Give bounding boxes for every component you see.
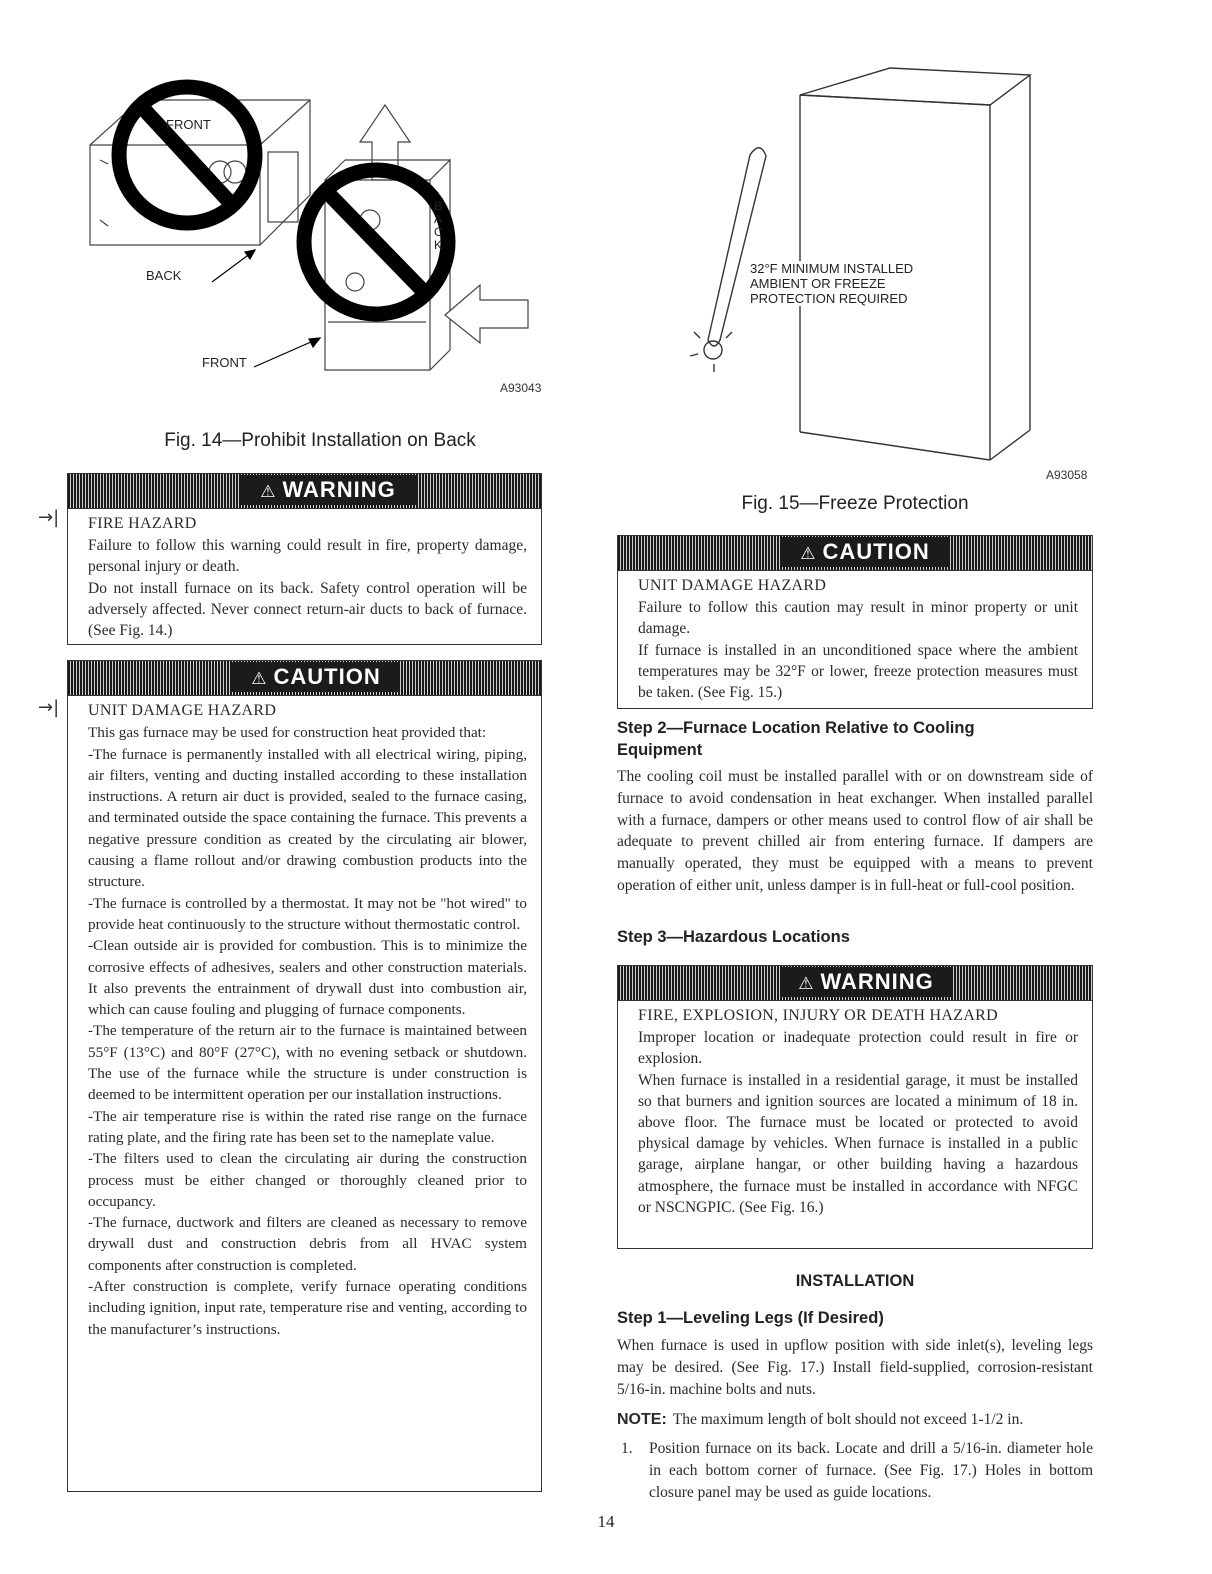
caution-body bbox=[618, 571, 1092, 709]
arrow-marker-fire-hazard: →| bbox=[38, 507, 60, 528]
warning-text-2: Do not install furnace on its back. Safety control operation will be adversely affected. Never connect return-air ducts to back of furnace. (See Fig. 14.) bbox=[88, 579, 527, 640]
caution-box-construction-heat bbox=[67, 660, 542, 1492]
caution-plate bbox=[232, 662, 400, 692]
fig14-label-back-side: B A C K bbox=[434, 199, 443, 252]
hazard-title: UNIT DAMAGE HAZARD bbox=[88, 702, 277, 719]
caution-banner bbox=[68, 661, 541, 696]
step2-heading: Step 2—Furnace Location Relative to Cooling Equipment bbox=[617, 719, 975, 759]
list-item-1-number: 1. bbox=[621, 1440, 633, 1457]
alert-triangle-icon: ⚠ bbox=[800, 544, 817, 563]
fig15-note-line1: 32°F MINIMUM INSTALLED bbox=[750, 261, 914, 276]
fig14-label-back-pointer: BACK bbox=[146, 268, 182, 283]
caution-banner bbox=[618, 536, 1092, 571]
note-paragraph bbox=[617, 1409, 1093, 1431]
step1-heading: Step 1—Leveling Legs (If Desired) bbox=[617, 1309, 884, 1327]
caution-text-8: -The furnace, ductwork and filters are cleaned as necessary to remove drywall dust and construction debris from all HVAC system components after construction is completed. bbox=[88, 1214, 527, 1274]
fig14-caption: Fig. 14—Prohibit Installation on Back bbox=[164, 430, 476, 451]
caution-text-2: -The furnace is permanently installed with all electrical wiring, piping, air filters, venting and ducting installed according to these installation instructions. A return air duct is provided, sealed to the furnace casing, and terminated outside the space containing the furnace. This prevents a negative pressure condition as created by the circulating air blower, causing a flame rollout and/or drawing combustion products into the structure. bbox=[88, 745, 527, 891]
warning-plate bbox=[780, 967, 952, 997]
installation-title: INSTALLATION bbox=[795, 1272, 915, 1290]
warning-box-explosion bbox=[617, 965, 1093, 1249]
list-item-1 bbox=[617, 1438, 1093, 1503]
caution-text-3: -The furnace is controlled by a thermostat. It may not be "hot wired" to provide heat continuously to the structure without thermostatic control. bbox=[88, 894, 527, 933]
caution-plate bbox=[780, 537, 950, 567]
caution-text-4: -Clean outside air is provided for combustion. This is to minimize the corrosive effects of adhesives, sealers and other construction materials. It also prevents the entrainment of drywall dust into combustion air, which can cause fouling and plugging of furnace components. bbox=[88, 937, 527, 1019]
alert-triangle-icon: ⚠ bbox=[260, 482, 277, 501]
list-item-1-text: Position furnace on its back. Locate and drill a 5/16-in. diameter hole in each bottom corner of furnace. (See Fig. 17.) Holes in bottom closure panel may be used as guide locations. bbox=[649, 1440, 1093, 1501]
warning-banner-label: WARNING bbox=[820, 969, 934, 994]
warning-banner bbox=[68, 474, 541, 509]
fig15-caption: Fig. 15—Freeze Protection bbox=[741, 493, 969, 514]
hazard-title: FIRE, EXPLOSION, INJURY OR DEATH HAZARD bbox=[638, 1007, 999, 1024]
caution-text-2: If furnace is installed in an unconditioned space where the ambient temperatures may be 32°F or lower, freeze protection measures must be taken. (See Fig. 15.) bbox=[638, 641, 1078, 702]
warning-text-1: Failure to follow this warning could result in fire, property damage, personal injury or death. bbox=[88, 537, 527, 576]
caution-text-5: -The temperature of the return air to the furnace is maintained between 55°F (13°C) and 80°F (27°C), with no evening setback or shutdown. The use of the furnace while the structure is under construction is deemed to be intermittent operation per our installation instructions. bbox=[88, 1022, 527, 1104]
warning-body bbox=[68, 509, 541, 647]
hazard-title: FIRE HAZARD bbox=[88, 515, 197, 532]
fig14-drawing bbox=[80, 60, 560, 400]
caution-text-9: -After construction is complete, verify furnace operating conditions including ignition, input rate, temperature rise and venting, according to the manufacturer’s instructions. bbox=[88, 1278, 527, 1338]
caution-banner-label: CAUTION bbox=[822, 539, 930, 564]
fig15-id: A93058 bbox=[1046, 468, 1088, 482]
fig14-label-front-pointer: FRONT bbox=[202, 355, 247, 370]
warning-plate bbox=[240, 475, 416, 505]
caution-banner-label: CAUTION bbox=[273, 664, 381, 689]
step2-text: The cooling coil must be installed parallel with or on downstream side of furnace to avoid condensation in heat exchanger. When installed parallel with a furnace, dampers or other means used to control flow of air shall be adequate to prevent chilled air from entering furnace. If dampers are manually operated, they must be equipped with a means to prevent operation of either unit, unless damper is in full-heat or full-cool position. bbox=[617, 768, 1093, 894]
alert-triangle-icon: ⚠ bbox=[251, 669, 268, 688]
caution-text-1: Failure to follow this caution may result in minor property or unit damage. bbox=[638, 599, 1078, 638]
warning-banner-label: WARNING bbox=[282, 477, 396, 502]
fig14-figure bbox=[80, 60, 560, 400]
page-number: 14 bbox=[597, 1512, 615, 1531]
warning-body bbox=[618, 1001, 1092, 1224]
alert-triangle-icon: ⚠ bbox=[798, 974, 815, 993]
caution-text-7: -The filters used to clean the circulating air during the construction process must be either changed or thoroughly cleaned prior to occupancy. bbox=[88, 1150, 527, 1210]
warning-banner bbox=[618, 966, 1092, 1001]
note-label: NOTE: bbox=[617, 1411, 667, 1428]
step1-body bbox=[617, 1335, 1093, 1400]
step1-text: When furnace is used in upflow position with side inlet(s), leveling legs may be desired. (See Fig. 17.) Install field-supplied, corrosion-resistant 5/16-in. machine bolts and nuts. bbox=[617, 1337, 1093, 1398]
step2-body bbox=[617, 766, 1093, 897]
caution-body bbox=[68, 696, 541, 1346]
warning-text-2: When furnace is installed in a residential garage, it must be installed so that burners and ignition sources are located a minimum of 18 in. above floor. The furnace must be located or protected to avoid physical damage by vehicles. When furnace is installed in a public garage, airplane hangar, or other building having a hazardous atmosphere, the furnace must be installed in accordance with NFGC or NSCNGPIC. (See Fig. 16.) bbox=[638, 1071, 1078, 1216]
caution-text-1: This gas furnace may be used for construction heat provided that: bbox=[88, 724, 487, 742]
caution-box-freeze bbox=[617, 535, 1093, 709]
fig14-id: A93043 bbox=[500, 381, 542, 395]
fig15-figure bbox=[680, 60, 1100, 480]
arrow-marker-unit-damage: →| bbox=[38, 697, 60, 718]
warning-text-1: Improper location or inadequate protection could result in fire or explosion. bbox=[638, 1029, 1078, 1068]
warning-box-fire-hazard bbox=[67, 473, 542, 645]
fig15-note-line2: AMBIENT OR FREEZE bbox=[750, 276, 886, 291]
fig15-note bbox=[750, 261, 913, 306]
hazard-title: UNIT DAMAGE HAZARD bbox=[638, 577, 827, 594]
fig14-label-front-top: FRONT bbox=[166, 117, 211, 132]
note-text: The maximum length of bolt should not exceed 1-1/2 in. bbox=[672, 1411, 1024, 1428]
caution-text-6: -The air temperature rise is within the rated rise range on the furnace rating plate, and the firing rate has been set to the nameplate value. bbox=[88, 1107, 527, 1146]
fig15-note-line3: PROTECTION REQUIRED bbox=[750, 291, 908, 306]
step3-heading: Step 3—Hazardous Locations bbox=[617, 928, 850, 946]
